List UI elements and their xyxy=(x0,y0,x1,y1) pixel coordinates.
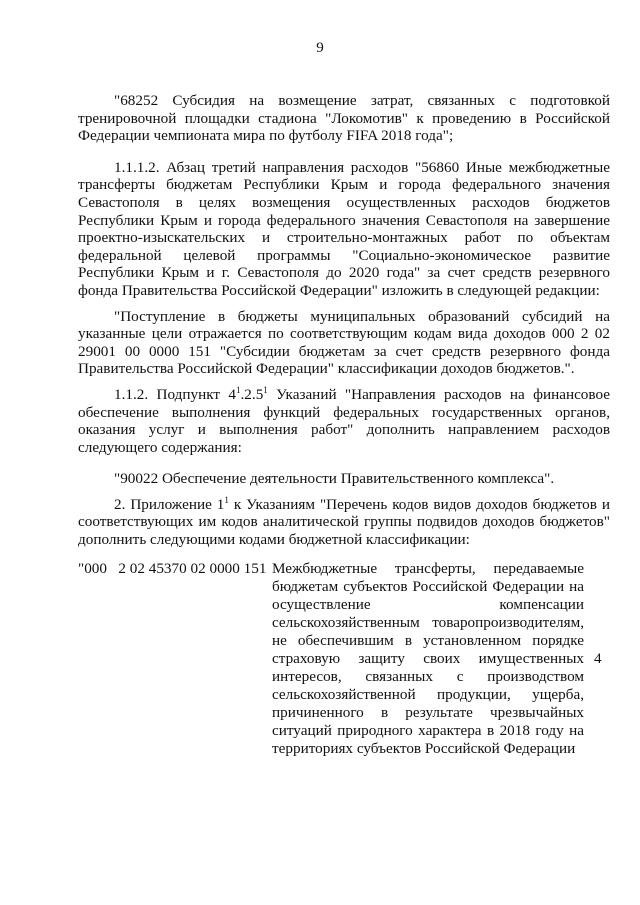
paragraph-1-1-2-part-a: 1.1.2. Подпункт 4 xyxy=(114,385,236,403)
document-body xyxy=(78,92,610,549)
paragraph-subsidy-68252: "68252 Субсидия на возмещение затрат, связанных с подготовкой тренировочной площадки стадиона "Локомотив" к проведению в Российской Федерации чемпионата мира по футболу FIFA 2018 года"; xyxy=(78,92,610,145)
paragraph-appendix-2-part-b: к Указаниям "Перечень кодов видов доходов бюджетов и соответствующих им кодов аналитической группы подвидов доходов бюджетов" дополнить следующими кодами бюджетной классификации: xyxy=(78,495,610,549)
paragraph-appendix-2-part-a: 2. Приложение 1 xyxy=(114,495,225,513)
paragraph-90022: "90022 Обеспечение деятельности Правительственного комплекса". xyxy=(114,470,555,488)
superscript: 1 xyxy=(263,384,268,395)
paragraph-1-1-1-2: 1.1.1.2. Абзац третий направления расходов "56860 Иные межбюджетные трансферты бюджетам Республики Крым и города федерального значения Севастополя в целях возмещения осуществленных расходов бюджетов Республики Крым и города федерального значения Севастополя на завершение проектно-изыскательских и строительно-монтажных работ по объектам федеральной целевой программы "Социально-экономическое развитие Республики Крым и г. Севастополя до 2020 года" за счет средств резервного фонда Правительства Российской Федерации" изложить в следующей редакции: xyxy=(78,158,610,299)
paragraph-1-1-2-part-c: Указаний "Направления расходов на финансовое обеспечение выполнения функций федеральных государственных органов, оказания услуг и выполнения работ" дополнить направлением расходов следующего содержания: xyxy=(78,385,610,456)
superscript: 1 xyxy=(224,494,229,505)
budget-code: "000 2 02 45370 02 0000 151 xyxy=(78,560,267,577)
page-number: 9 xyxy=(316,40,324,56)
budget-code-description: Межбюджетные трансферты, передаваемые бюджетам субъектов Российской Федерации на осуществление компенсации сельскохозяйственным товаропроизводителям, не обеспечившим в установленном порядке страховую защиту своих имущественных интересов, связанных с производством сельскохозяйственной продукции, ущерба, причиненного в результате чрезвычайных ситуаций природного характера в 2018 году на территориях субъектов Российской Федерации xyxy=(272,560,584,757)
analytic-group-code: 4 xyxy=(594,650,602,667)
paragraph-revenue-receipt: "Поступление в бюджеты муниципальных образований субсидий на указанные цели отражается по соответствующим кодам вида доходов 000 2 02 29001 00 0000 151 "Субсидии бюджетам за счет средств резервного фонда Правительства Российской Федерации" классификации доходов бюджетов.". xyxy=(78,307,610,378)
superscript: 1 xyxy=(236,384,241,395)
paragraph-1-1-2-part-b: .2.5 xyxy=(240,385,264,403)
paragraph-appendix-2 xyxy=(78,496,610,549)
budget-code-entry xyxy=(78,560,610,770)
paragraph-1-1-2 xyxy=(78,386,610,456)
